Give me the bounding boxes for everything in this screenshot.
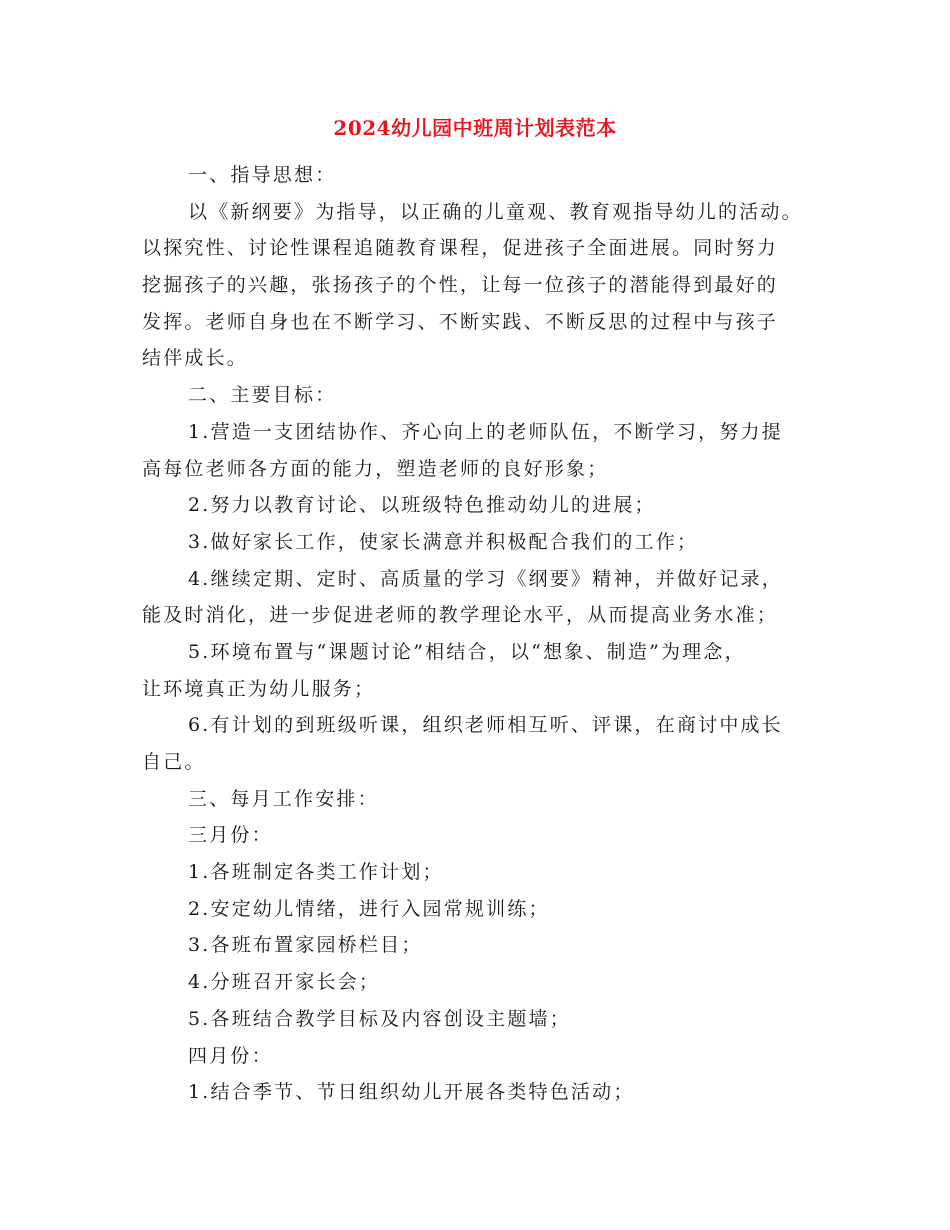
text-line: 四月份： bbox=[188, 1044, 273, 1067]
text-line: 1.结合季节、节日组织幼儿开展各类特色活动； bbox=[188, 1081, 635, 1104]
text-line: 自己。 bbox=[142, 751, 206, 773]
text-line: 3.各班布置家园桥栏目； bbox=[188, 934, 423, 957]
text-line: 5.各班结合教学目标及内容创设主题墙； bbox=[188, 1007, 571, 1030]
text-line: 三月份： bbox=[188, 824, 273, 847]
text-line: 2.努力以教育讨论、以班级特色推动幼儿的进展； bbox=[188, 494, 656, 517]
text-line: 挖掘孩子的兴趣，张扬孩子的个性，让每一位孩子的潜能得到最好的 bbox=[142, 274, 779, 297]
text-line: 以《新纲要》为指导，以正确的儿童观、教育观指导幼儿的活动。 bbox=[188, 200, 803, 223]
text-line: 1.营造一支团结协作、齐心向上的老师队伍，不断学习，努力提 bbox=[188, 420, 783, 443]
text-line: 高每位老师各方面的能力，塑造老师的良好形象； bbox=[142, 457, 609, 480]
document-body bbox=[142, 157, 812, 1111]
document-title: 2024幼儿园中班周计划表范本 bbox=[333, 116, 617, 140]
text-line: 发挥。老师自身也在不断学习、不断实践、不断反思的过程中与孩子 bbox=[142, 310, 779, 333]
text-line: 4.继续定期、定时、高质量的学习《纲要》精神，并做好记录， bbox=[188, 567, 783, 590]
text-line: 4.分班召开家长会； bbox=[188, 971, 381, 994]
text-line: 一、指导思想： bbox=[188, 164, 337, 186]
text-line: 1.各班制定各类工作计划； bbox=[188, 861, 444, 884]
text-line: 以探究性、讨论性课程追随教育课程，促进孩子全面进展。同时努力 bbox=[142, 237, 779, 260]
text-line: 二、主要目标： bbox=[188, 384, 337, 407]
text-line: 能及时消化，进一步促进老师的教学理论水平，从而提高业务水准； bbox=[142, 604, 779, 627]
text-line: 三、每月工作安排： bbox=[188, 787, 379, 810]
text-line: 5.环境布置与“课题讨论”相结合，以“想象、制造”为理念， bbox=[188, 640, 746, 663]
text-line: 结伴成长。 bbox=[142, 347, 249, 370]
text-line: 让环境真正为幼儿服务； bbox=[142, 677, 376, 700]
text-line: 6.有计划的到班级听课，组织老师相互听、评课，在商讨中成长 bbox=[188, 714, 783, 737]
text-line: 3.做好家长工作，使家长满意并积极配合我们的工作； bbox=[188, 530, 699, 553]
text-line: 2.安定幼儿情绪，进行入园常规训练； bbox=[188, 897, 550, 920]
